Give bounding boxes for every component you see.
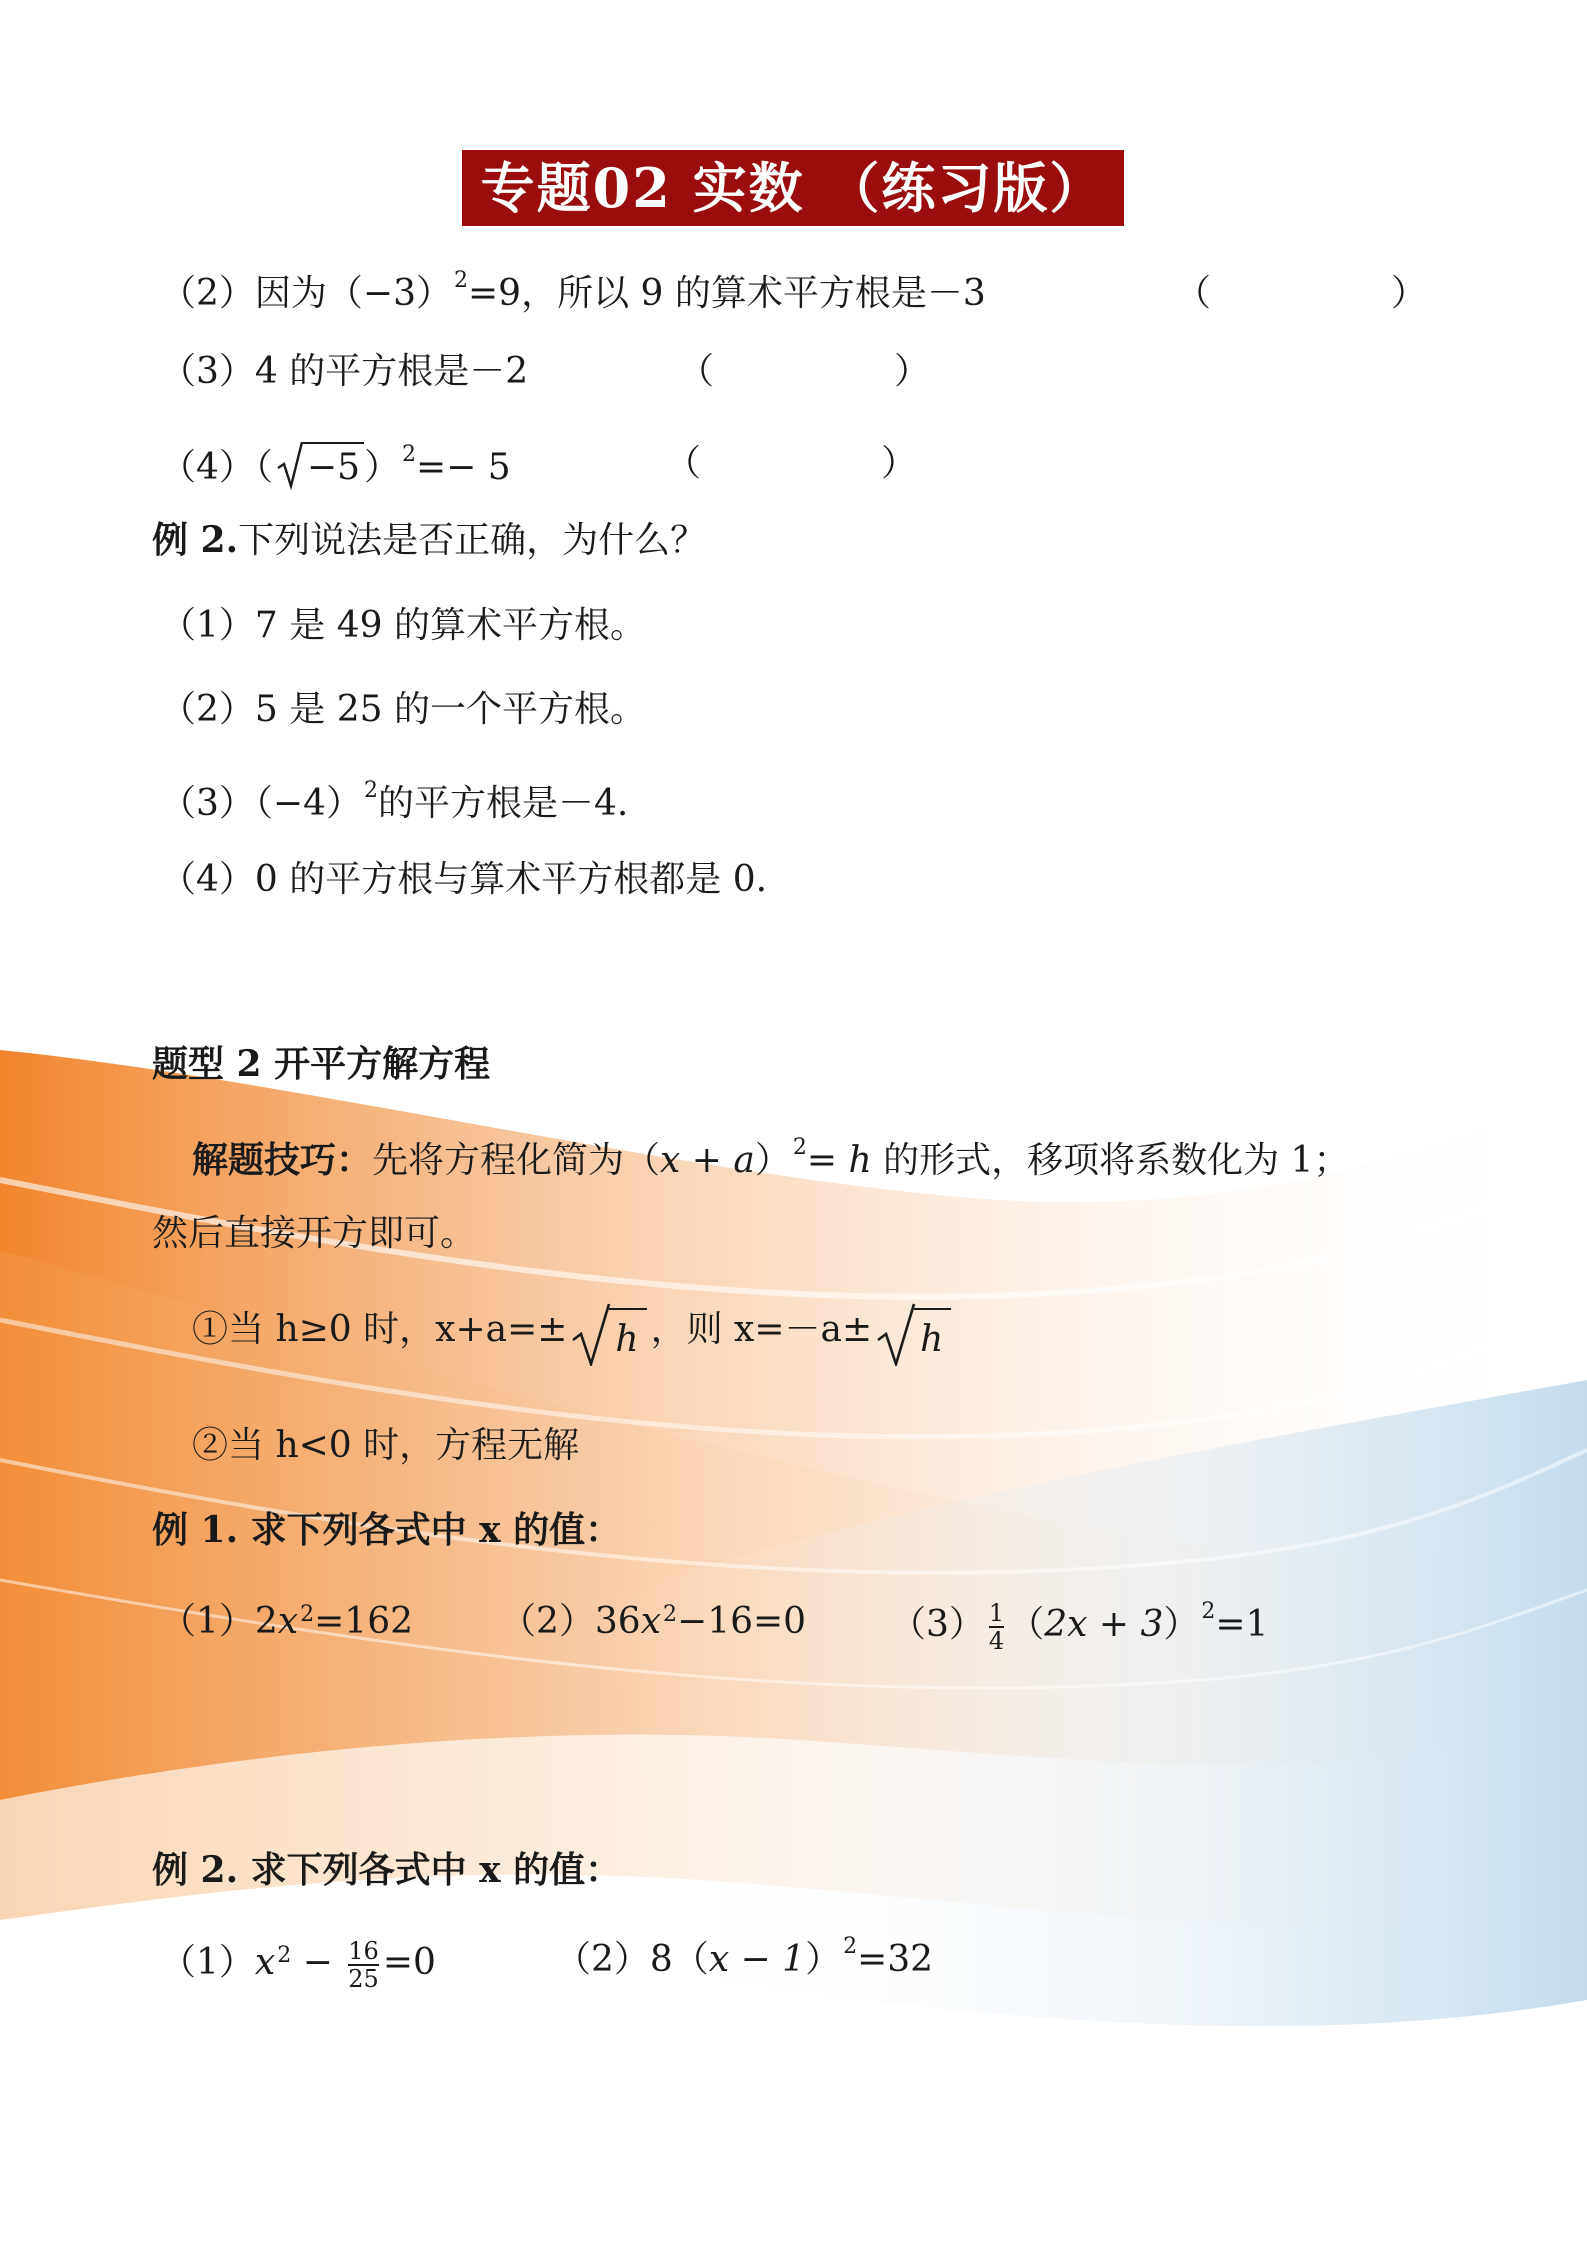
problem-1 — [160, 1938, 436, 1992]
problem-label: （3） — [890, 1604, 985, 1645]
exercise-item-4 — [160, 442, 511, 495]
problem-1 — [160, 1600, 413, 1649]
tip-text: 先将方程化简为（ — [372, 1140, 661, 1181]
paren: ） — [363, 447, 400, 488]
problem-label: （2）8（ — [555, 1939, 709, 1980]
paren: ） — [805, 1939, 842, 1980]
exponent: 2 — [454, 268, 468, 293]
math-expr: −4 — [272, 783, 326, 824]
item-label: （3）（ — [160, 783, 273, 824]
variable: x — [640, 1601, 662, 1642]
tip-label: 解题技巧： — [192, 1139, 373, 1181]
denominator: 25 — [348, 1965, 379, 1993]
math-expr: 2x + 3 — [1044, 1604, 1164, 1645]
item-label: （4）（ — [160, 447, 273, 488]
case-text: ①当 h≥0 时，x+a=± — [192, 1309, 568, 1350]
example-2-heading — [152, 518, 706, 563]
minus-sign: − — [291, 1942, 345, 1983]
radicand: h — [609, 1308, 646, 1370]
case-2: ②当 h<0 时，方程无解 — [192, 1425, 580, 1466]
problem-label: （1） — [160, 1942, 255, 1983]
tip-text-line2: 然后直接开方即可。 — [152, 1213, 477, 1254]
paren: ） — [415, 273, 452, 314]
example-2b-heading: 例 2. 求下列各式中 x 的值： — [152, 1849, 622, 1891]
square-root — [876, 1302, 951, 1362]
case-1 — [192, 1300, 955, 1362]
variable: x — [254, 1942, 276, 1983]
math-expr: = h — [806, 1140, 872, 1181]
problem-text: =162 — [314, 1601, 414, 1642]
math-expr: −3 — [362, 273, 416, 314]
section-heading: 题型 2 开平方解方程 — [152, 1043, 491, 1085]
item-text: =− 5 — [416, 447, 511, 488]
statement-item: （2）5 是 25 的一个平方根。 — [160, 689, 646, 730]
problem-text: =1 — [1215, 1604, 1269, 1645]
solving-tip — [192, 1135, 1350, 1188]
radicand: −5 — [303, 442, 364, 490]
variable: x — [277, 1601, 299, 1642]
exponent: 2 — [792, 1135, 807, 1160]
fraction — [348, 1938, 379, 1992]
statement-item: （4）0 的平方根与算术平方根都是 0. — [160, 859, 768, 900]
answer-paren: （ ） — [678, 351, 931, 392]
page-title: 专题02 实数 （练习版） — [462, 150, 1124, 226]
problem-text: =0 — [382, 1942, 436, 1983]
square-root — [571, 1302, 646, 1362]
exponent: 2 — [277, 1943, 292, 1968]
problem-label: （1）2 — [160, 1601, 278, 1642]
exponent: 2 — [300, 1602, 315, 1627]
square-root — [277, 442, 364, 490]
item-text: 的平方根是－4. — [378, 783, 629, 824]
exponent: 2 — [1201, 1599, 1216, 1624]
numerator: 1 — [988, 1599, 1005, 1627]
exponent: 2 — [402, 442, 416, 467]
problem-text: −16=0 — [677, 1601, 807, 1642]
problem-2 — [555, 1934, 934, 1987]
example-1-heading: 例 1. 求下列各式中 x 的值： — [152, 1509, 622, 1551]
fraction — [989, 1600, 1004, 1654]
exponent: 2 — [843, 1934, 858, 1959]
problem-2 — [500, 1600, 806, 1649]
exercise-item-3: （3）4 的平方根是－2 — [160, 351, 529, 392]
denominator: 4 — [988, 1627, 1005, 1655]
answer-paren: （ ） — [1175, 273, 1428, 314]
exponent: 2 — [663, 1602, 678, 1627]
example-question: 下列说法是否正确，为什么？ — [238, 520, 707, 561]
math-expr: x − 1 — [708, 1939, 806, 1980]
example-label: 例 2. — [152, 519, 239, 561]
item-text: =9，所以 9 的算术平方根是－3 — [468, 273, 986, 314]
exponent: 2 — [364, 778, 378, 803]
paren: （ — [1008, 1604, 1045, 1645]
paren: ） — [1163, 1604, 1200, 1645]
exercise-item-2 — [160, 268, 986, 321]
paren: ） — [325, 783, 362, 824]
problem-3 — [890, 1600, 1268, 1654]
paren: ） — [754, 1140, 791, 1181]
problem-text: =32 — [857, 1939, 934, 1980]
problem-label: （2）36 — [500, 1601, 641, 1642]
answer-paren: （ ） — [665, 443, 918, 484]
item-label: （2）因为（ — [160, 273, 363, 314]
tip-text: 的形式，移项将系数化为 1； — [871, 1140, 1350, 1181]
case-text: ，则 x=－a± — [650, 1309, 873, 1350]
radicand: h — [914, 1308, 951, 1370]
statement-item: （1）7 是 49 的算术平方根。 — [160, 605, 646, 646]
statement-item — [160, 778, 629, 831]
math-expr: x + a — [660, 1140, 755, 1181]
numerator: 16 — [348, 1937, 379, 1965]
